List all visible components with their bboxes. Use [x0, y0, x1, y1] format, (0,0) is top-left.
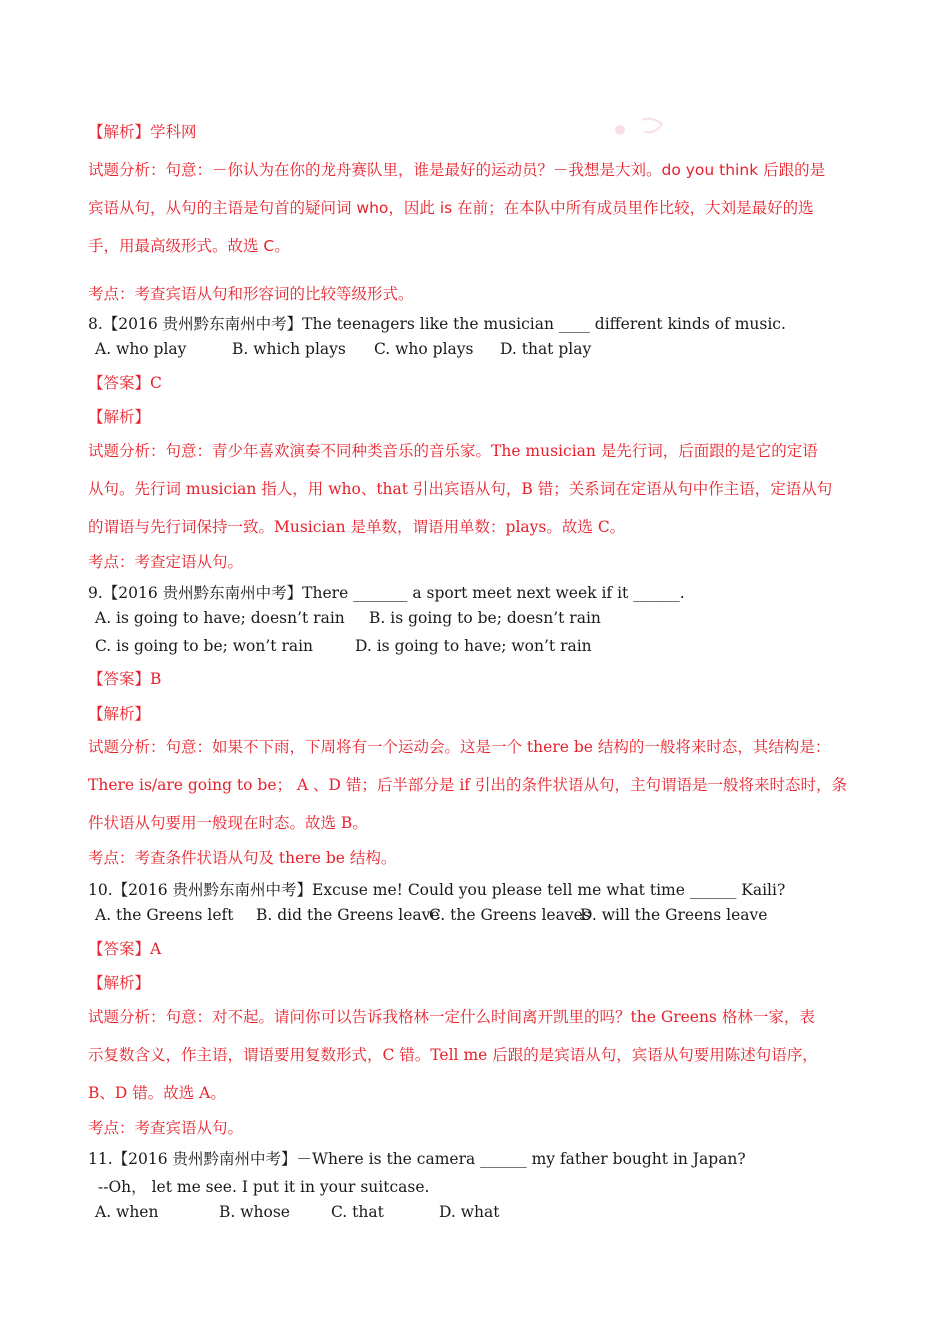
q10-analysis-line-3: B、D 错。故选 A。 [88, 1084, 226, 1102]
q8-analysis-label: 【解析】 [88, 408, 151, 426]
q11-stem: 11.【2016 贵州黔南州中考】－Where is the camera ______ my father bought in Japan? [88, 1150, 746, 1168]
q10-analysis-line-1: 试题分析：句意：对不起。请问你可以告诉我格林一定什么时间离开凯里的吗？the Greens 格林一家，表 [88, 1008, 815, 1026]
q8-option-d: D. that play [500, 340, 592, 358]
q11-reply: --Oh， let me see. I put it in your suitcase. [98, 1178, 430, 1196]
q7-analysis-line-2: 宾语从句，从句的主语是句首的疑问词 who，因此 is 在前；在本队中所有成员里作比较，大刘是最好的选 [88, 199, 814, 217]
q9-analysis-line-3: 件状语从句要用一般现在时态。故选 B。 [88, 814, 368, 832]
q10-option-a: A. the Greens left [95, 906, 234, 924]
q8-option-a: A. who play [95, 340, 187, 358]
q8-answer: 【答案】C [88, 374, 162, 392]
q10-option-b: B. did the Greens leave [256, 906, 440, 924]
q7-knowledge-point: 考点：考查宾语从句和形容词的比较等级形式。 [88, 285, 414, 303]
q9-analysis-label: 【解析】 [88, 705, 151, 723]
q10-analysis-label: 【解析】 [88, 974, 151, 992]
q7-analysis-line-1: 试题分析：句意：－你认为在你的龙舟赛队里，谁是最好的运动员？－我想是大刘。do you think 后跟的是 [88, 161, 826, 179]
q9-option-c: C. is going to be; won’t rain [95, 637, 314, 655]
q11-option-b: B. whose [219, 1203, 290, 1221]
q8-option-c: C. who plays [374, 340, 474, 358]
q10-option-d: D. will the Greens leave [580, 906, 768, 924]
watermark-logo [608, 112, 678, 142]
q11-option-d: D. what [439, 1203, 500, 1221]
q7-analysis-line-3: 手，用最高级形式。故选 C。 [88, 237, 290, 255]
q11-option-a: A. when [95, 1203, 159, 1221]
q9-option-b: B. is going to be; doesn’t rain [369, 609, 601, 627]
q8-analysis-line-1: 试题分析：句意：青少年喜欢演奏不同种类音乐的音乐家。The musician 是先行词，后面跟的是它的定语 [88, 442, 818, 460]
q8-knowledge-point: 考点：考查定语从句。 [88, 553, 244, 571]
q9-knowledge-point: 考点：考查条件状语从句及 there be 结构。 [88, 849, 397, 867]
q9-option-a: A. is going to have; doesn’t rain [95, 609, 345, 627]
q10-analysis-line-2: 示复数含义，作主语，谓语要用复数形式，C 错。Tell me 后跟的是宾语从句，宾语从句要用陈述句语序， [88, 1046, 818, 1064]
q11-option-c: C. that [331, 1203, 384, 1221]
q9-analysis-line-1: 试题分析：句意：如果不下雨，下周将有一个运动会。这是一个 there be 结构的一般将来时态，其结构是： [88, 738, 831, 756]
q10-option-c: C. the Greens leaves [429, 906, 591, 924]
q7-analysis-label: 【解析】学科网 [88, 123, 197, 141]
q8-option-b: B. which plays [232, 340, 346, 358]
q10-answer: 【答案】A [88, 940, 162, 958]
q8-analysis-line-2: 从句。先行词 musician 指人，用 who、that 引出宾语从句，B 错；关系词在定语从句中作主语，定语从句 [88, 480, 833, 498]
q9-stem: 9.【2016 贵州黔东南州中考】There _______ a sport meet next week if it ______. [88, 584, 685, 602]
q10-knowledge-point: 考点：考查宾语从句。 [88, 1119, 244, 1137]
q8-stem: 8.【2016 贵州黔东南州中考】The teenagers like the musician ____ different kinds of music. [88, 315, 786, 333]
q9-answer: 【答案】B [88, 670, 162, 688]
q10-stem: 10.【2016 贵州黔东南州中考】Excuse me! Could you please tell me what time ______ Kaili? [88, 881, 786, 899]
q9-option-d: D. is going to have; won’t rain [355, 637, 592, 655]
q9-analysis-line-2: There is/are going to be； A 、D 错；后半部分是 if 引出的条件状语从句，主句谓语是一般将来时态时，条 [88, 776, 847, 794]
q8-analysis-line-3: 的谓语与先行词保持一致。Musician 是单数，谓语用单数：plays。故选 C。 [88, 518, 626, 536]
